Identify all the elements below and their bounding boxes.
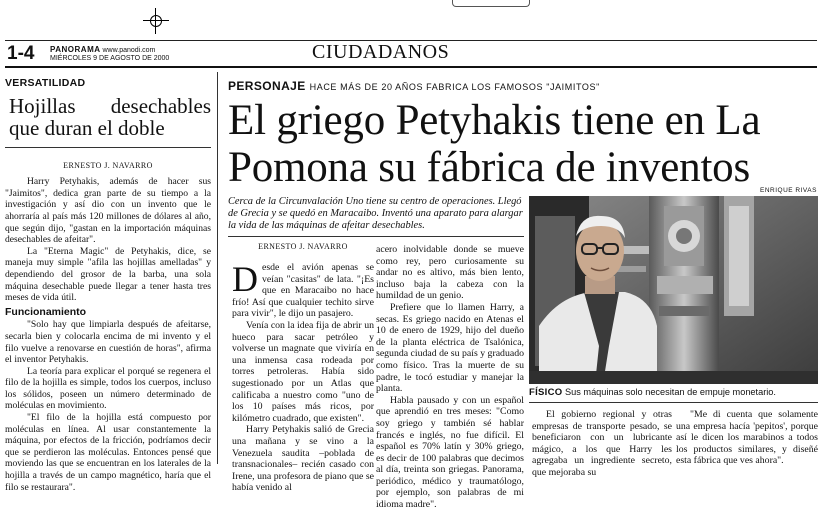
main-kicker-subtitle: HACE MÁS DE 20 AÑOS FABRICA LOS FAMOSOS "JAIMITOS" — [309, 82, 600, 92]
main-paragraph: El gobierno regional y otras empresas de transporte pesado, se beneficiaron con un lubricante mágico, a los que Harry les agregaba un ingrediente secreto, que mejoraba su — [532, 409, 672, 478]
main-column-3 — [532, 409, 672, 479]
section-title: CIUDADANOS — [312, 41, 450, 63]
main-kicker — [228, 77, 600, 95]
sidebar-paragraph: Harry Petyhakis, además de hacer sus "Jaimitos", dedica gran parte de su tiempo a la investigación y así dio con un invento que le ahorraría al país más 120 millones de dólares al año, que según dijo, "gastan en la importación máquinas desechables de afeitar". — [5, 176, 211, 246]
main-column-2 — [376, 244, 524, 511]
sidebar-story — [5, 78, 211, 493]
main-deck: Cerca de la Circunvalación Uno tiene su centro de operaciones. Llegó de Grecia y se quedó en Maracaibo. Inventó una aparato para alargar la vida de las máquinas de afeitar desechables. — [228, 196, 523, 231]
sidebar-kicker: VERSATILIDAD — [5, 77, 86, 89]
section-rule — [5, 66, 817, 68]
page-tab — [452, 0, 530, 7]
sidebar-paragraph: La "Eterna Magic" de Petyhakis, dice, se maneja muy simple "afila las hojillas amelladas" y dependiendo del grosor de la barba, una sola máquina desechable puede llegar a tener hasta tres meses de vida útil. — [5, 245, 211, 304]
main-paragraph: Venía con la idea fija de abrir un hueco para sacar petróleo y volverse un magnate que viviría en una inmensa casa rodeada por torres petroleras. Había sido sugestionado por un Atlas que calificaba a nuestro como "uno de los 10 países más ricos, por kilómetro cuadrado, que existen". — [232, 319, 374, 424]
sidebar-headline: Hojillas desechables que duran el doble — [9, 93, 211, 140]
paper-name: PANORAMA — [50, 45, 101, 54]
paper-date: MIÉRCOLES 9 DE AGOSTO DE 2000 — [50, 55, 170, 62]
sidebar-paragraph: La teoría para explicar el porqué se regenera el filo de la hojilla es simple, todos los cuerpos, incluso los sólidos, poseen un número determinado de moléculas en movimiento. — [5, 365, 211, 412]
main-paragraph: acero inolvidable donde se mueve como rey, pero curiosamente su andar no es altivo, más bien lento, incluso baja la cabeza con la humildad de un genio. — [376, 244, 524, 302]
page-number: 1-4 — [7, 43, 35, 64]
paper-website: www.panodi.com — [102, 47, 156, 54]
photo-caption — [529, 387, 818, 398]
sidebar-rule — [5, 147, 211, 148]
sidebar-byline: ERNESTO J. NAVARRO — [63, 160, 153, 170]
main-kicker-label: PERSONAJE — [228, 79, 306, 93]
drop-cap: D — [232, 259, 258, 299]
sidebar-paragraph: "El filo de la hojilla está compuesto por moléculas en línea. Al usar constantemente la máquina, por efectos de la fricción, podríamos decir que se perdieron las moléculas. Entonces pensé que moviendo las que se encuentran en los laterales de la hojilla a través de un campo magnético, haría que el filo se restaurara". — [5, 412, 211, 493]
main-column-1 — [232, 259, 374, 494]
caption-label: FÍSICO — [529, 387, 563, 398]
column-divider — [217, 72, 218, 464]
main-paragraph: esde el avión apenas se veían "casitas" de lata. "¡Es que en Maracaibo no hace frío! Así que cualquier techito sirve para vivir", le dijo un pasajero. — [232, 262, 374, 320]
main-paragraph: Harry Petyhakis salió de Grecia una mañana y se vino a la Venezuela saudita –poblada de transnacionales– recién casado con Irene, una profesora de piano que se había venido al — [232, 424, 374, 494]
photo-illustration — [529, 196, 818, 384]
caption-text: Sus máquinas solo necesitan de empuje monetario. — [565, 387, 776, 397]
deck-rule — [228, 236, 524, 237]
main-headline: El griego Petyhakis tiene en La Pomona su fábrica de inventos — [228, 97, 761, 191]
caption-rule — [529, 402, 818, 403]
sidebar-subhead: Funcionamiento — [5, 305, 87, 318]
main-byline: ERNESTO J. NAVARRO — [258, 242, 348, 251]
masthead-info — [50, 46, 169, 63]
main-paragraph: Habla pausado y con un español que aprendió en tres meses: "Como soy griego y también sé hablar francés e inglés, no fue difícil. El español es 70% latín y 30% griego, es decir de 100 palabras que decimos al día, treinta son griegas. Panorama, periódico, médico y traumatólogo, por ejemplo, son palabras de mi idioma madre". — [376, 394, 524, 511]
sidebar-paragraph: "Solo hay que limpiarla después de afeitarse, secarla bien y colocarla encima de mi invento y el filo vuelve a renovarse en cuestión de horas", afirma el inventor Petyhakis. — [5, 319, 211, 366]
photo-credit: ENRIQUE RIVAS — [760, 187, 817, 194]
main-paragraph: Prefiere que lo llamen Harry, a secas. Es griego nacido en Atenas el 10 de enero de 1929, hijo del dueño de la planta eléctrica de Tsalónica, segunda ciudad de su país y graduado como físico. Tras la muerte de su padre, le tocó estudiar y manejar la planta. — [376, 301, 525, 395]
registration-mark-icon — [143, 8, 169, 34]
main-paragraph: "Me di cuenta que solamente una empresa hacía 'pepitos', porque así le dicen los marabinos a todos los productos similares, y diseñé esta fábrica que ves ahora". — [676, 409, 818, 467]
main-column-4 — [676, 409, 818, 467]
inventor-photo — [529, 196, 818, 384]
